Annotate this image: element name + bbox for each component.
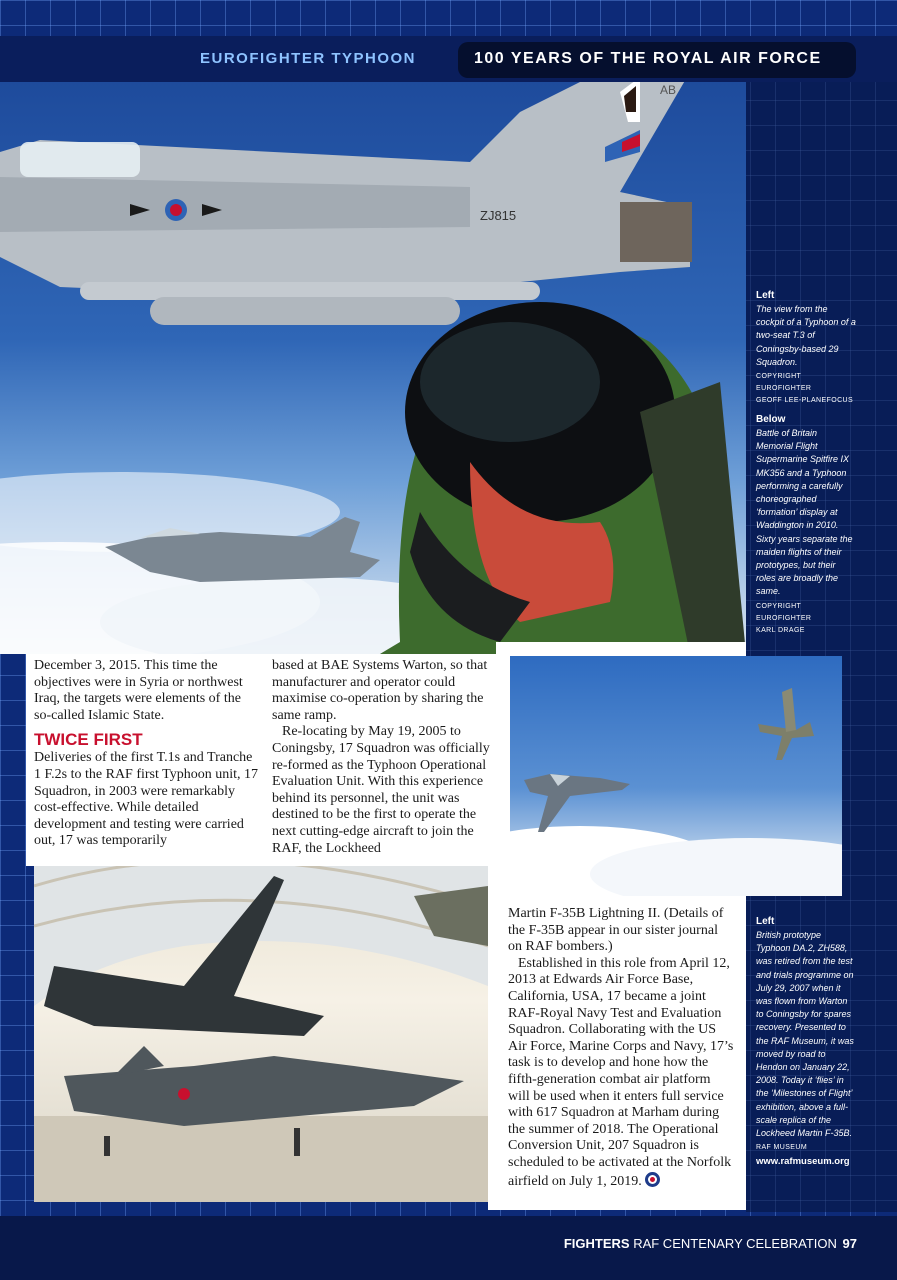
- section-title: EUROFIGHTER TYPHOON: [200, 50, 417, 67]
- magazine-subtitle: RAF CENTENARY CELEBRATION: [633, 1236, 837, 1251]
- caption-heading: Left: [756, 290, 775, 301]
- caption-credit: COPYRIGHT EUROFIGHTER: [756, 373, 812, 393]
- caption-credit: KARL DRAGE: [756, 626, 805, 634]
- paragraph: based at BAE Systems Warton, so that manufacturer and operator could maximise co-operation by sharing the same ramp.: [272, 658, 488, 723]
- page-number: 97: [842, 1236, 857, 1251]
- caption-cockpit: [756, 290, 856, 407]
- raf-roundel-end-mark-icon: [645, 1172, 660, 1187]
- museum-illustration: [34, 866, 488, 1202]
- caption-heading: Below: [756, 414, 786, 425]
- page-footer: [564, 1236, 857, 1251]
- page-title: 100 YEARS OF THE ROYAL AIR FORCE: [474, 50, 822, 67]
- paragraph: [508, 956, 734, 1190]
- spitfire-illustration: [510, 656, 842, 896]
- caption-text: British prototype Typhoon DA.2, ZH588, was retired from the test and trials programme on July 29, 2007 when it was flown from Warton to Coningsby for spares recovery. Presented to the RAF Museum, it was moved by road to Hendon on January 22, 2008. Today it ‘flies’ in the ‘Milestones of Flight’ exhibition, above a full-scale replica of the Lockheed Martin F-35B.: [756, 930, 854, 1139]
- caption-heading: Left: [756, 916, 775, 927]
- caption-text: Battle of Britain Memorial Flight Supermarine Spitfire IX MK356 and a Typhoon performing a carefully choreographed ‘formation’ display at Waddington in 2010. Sixty years separate the maiden flights of their prototypes, but their roles are broadly the same.: [756, 428, 853, 597]
- paragraph: Deliveries of the first T.1s and Tranche 1 F.2s to the RAF first Typhoon unit, 17 Squadron, in 2003 were remarkably cost-effective. While detailed development and testing were carried out, 17 was temporarily: [34, 750, 258, 849]
- paragraph: December 3, 2015. This time the objectives were in Syria or northwest Iraq, the targets were elements of the so-called Islamic State.: [34, 658, 243, 723]
- aircraft-serial: ZJ815: [480, 208, 517, 223]
- photo-spitfire-and-typhoon: [510, 656, 842, 896]
- magazine-brand: FIGHTERS: [563, 1236, 630, 1251]
- tail-code: AB: [660, 83, 677, 97]
- paragraph: Martin F-35B Lightning II. (Details of the F-35B appear in our sister journal on RAF bombers.): [508, 906, 724, 955]
- article-column-2: [272, 658, 498, 857]
- article-column-3: [508, 906, 734, 1190]
- article-column-1: [34, 658, 260, 850]
- hero-photo-cockpit-view: [0, 82, 746, 654]
- caption-text: The view from the cockpit of a Typhoon of a two-seat T.3 of Coningsby-based 29 Squadron.: [756, 304, 856, 367]
- caption-credit: COPYRIGHT EUROFIGHTER: [756, 602, 812, 622]
- section-heading: TWICE FIRST: [34, 730, 143, 750]
- closing-paragraph-text: Established in this role from April 12, 2013 at Edwards Air Force Base, California, USA, 17 became a joint RAF-Royal Navy Test and Evaluation Squadron. Collaborating with the US Air Force, Marine Corps and Navy, 17’s task is to develop and hone how the fifth-generation combat air platform will be used when it enters full service with 617 Squadron at Marham during the summer of 2018. The Operational Conversion Unit, 207 Squadron is scheduled to be activated at the Norfolk airfield on July 1, 2019.: [508, 955, 734, 1189]
- paragraph: Re-locating by May 19, 2005 to Coningsby, 17 Squadron was officially re-formed as the Typhoon Operational Evaluation Unit. With this experience behind its personnel, the unit was destined to be the first to operate the next cutting-edge aircraft to join the RAF, the Lockheed: [272, 724, 490, 856]
- caption-credit: GEOFF LEE-PLANEFOCUS: [756, 397, 854, 405]
- caption-museum: [756, 916, 856, 1167]
- hero-photo-illustration: [0, 82, 746, 654]
- caption-credit: RAF MUSEUM: [756, 1144, 808, 1152]
- museum-url: www.rafmuseum.org: [756, 1156, 850, 1168]
- caption-spitfire: [756, 414, 856, 637]
- photo-raf-museum-typhoon-f35: [34, 866, 488, 1202]
